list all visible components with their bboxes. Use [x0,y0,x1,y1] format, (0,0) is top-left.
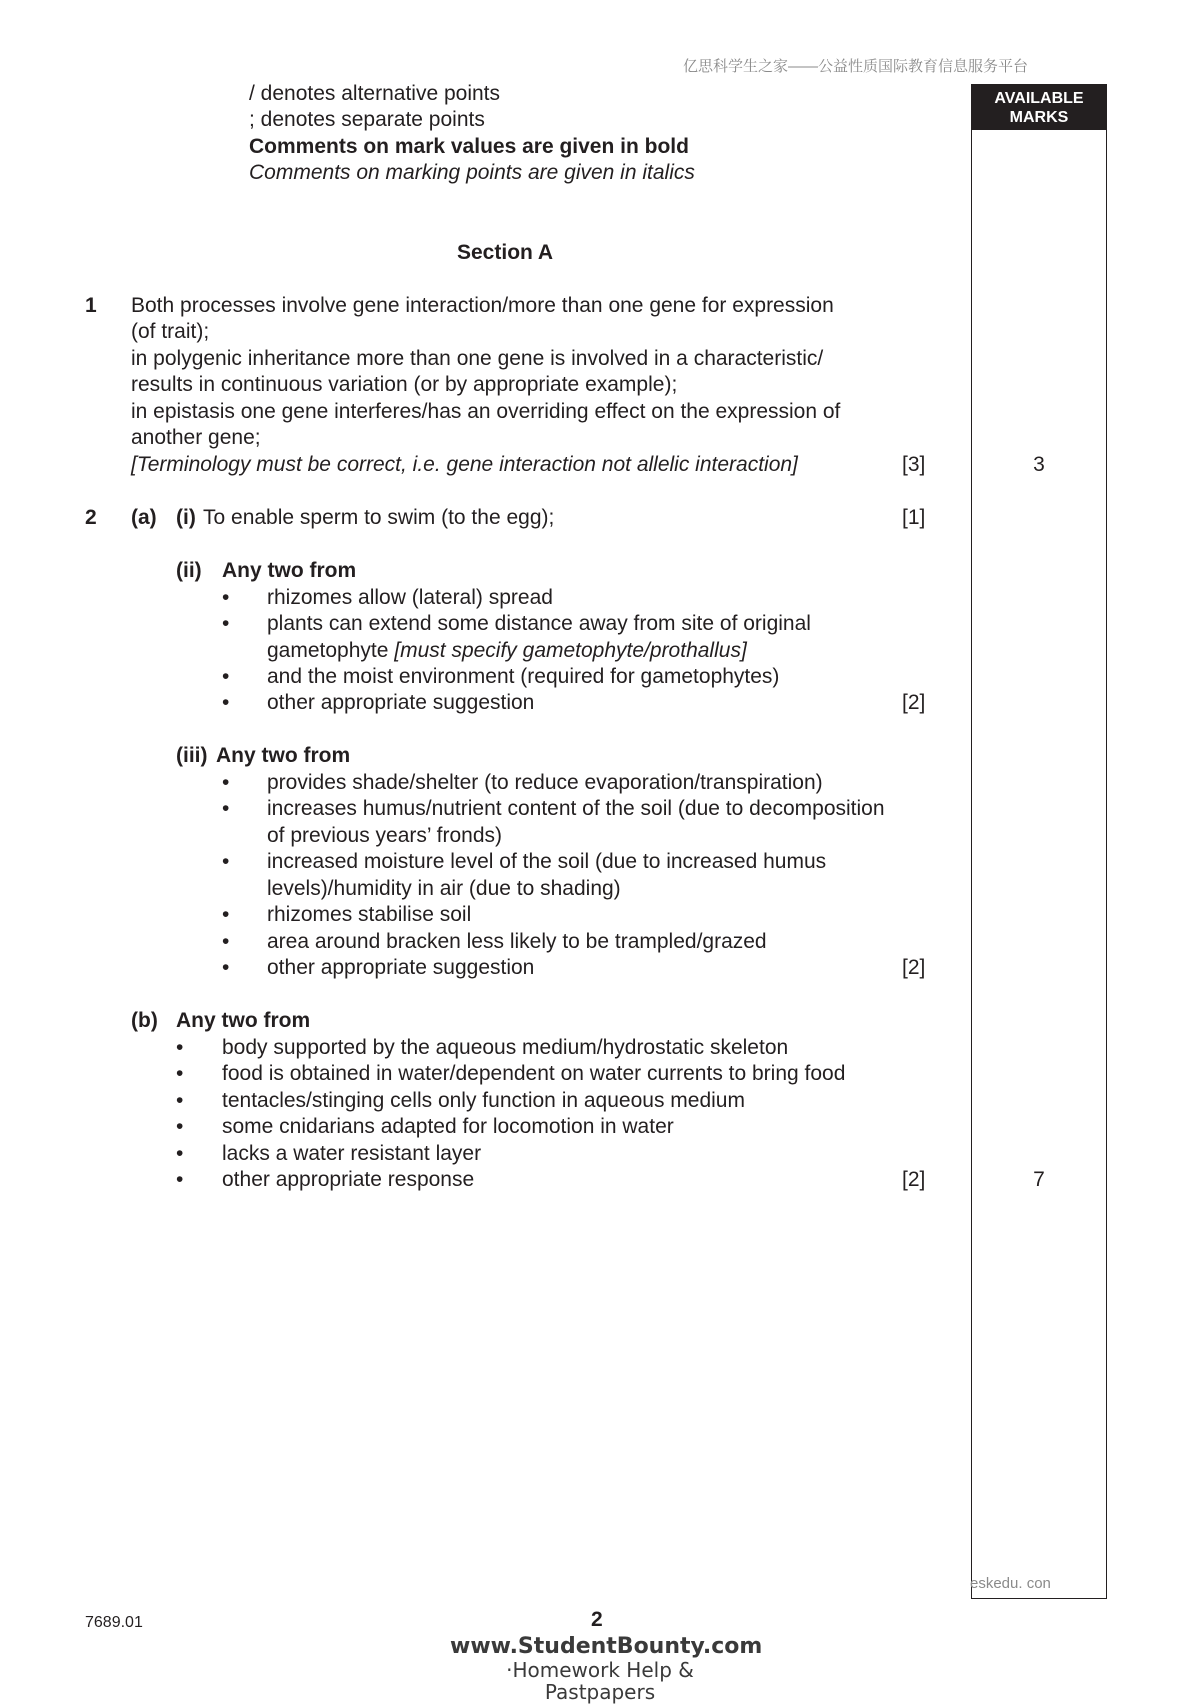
q2-a-label: (a) [131,506,157,529]
paper-code: 7689.01 [85,1614,143,1631]
key-separate: ; denotes separate points [249,108,485,131]
q2-a-ii-item: rhizomes allow (lateral) spread [267,586,553,609]
q2-a-iii-item: levels)/humidity in air (due to shading) [267,877,621,900]
page-number: 2 [591,1608,603,1631]
bullet: • [176,1089,184,1112]
q2-a-iii-item: other appropriate suggestion [267,956,535,979]
q2-a-ii-item-cont-text: gametophyte [267,639,389,662]
key-bold-note: Comments on mark values are given in bold [249,135,689,158]
bullet: • [176,1036,184,1059]
bullet: • [222,586,230,609]
section-title: Section A [457,241,554,264]
q2-a-ii-label: (ii) [176,559,202,582]
available-marks-column [971,84,1107,1599]
bullet: • [176,1115,184,1138]
q2-a-iii-item: increases humus/nutrient content of the soil (due to decomposition [267,797,885,820]
q2-a-ii-item-continuation [267,638,747,664]
header-watermark: 亿思科学生之家——公益性质国际教育信息服务平台 [683,58,1029,75]
q1-line: another gene; [131,426,261,449]
bullet: • [222,850,230,873]
q2-b-item: some cnidarians adapted for locomotion in water [222,1115,674,1138]
q2-a-iii-heading: Any two from [216,744,351,767]
available-marks-header: AVAILABLE MARKS [972,85,1106,130]
q2-b-item: food is obtained in water/dependent on water currents to bring food [222,1062,846,1085]
q2-number: 2 [85,506,97,529]
q2-b-mark: [2] [902,1168,926,1191]
q1-line: Both processes involve gene interaction/more than one gene for expression [131,294,834,317]
q2-b-item: tentacles/stinging cells only function in aqueous medium [222,1089,745,1112]
q1-line: in polygenic inheritance more than one gene is involved in a characteristic/ [131,347,824,370]
q1-mark: [3] [902,453,926,476]
q1-line: (of trait); [131,320,210,343]
q2-a-ii-heading: Any two from [222,559,357,582]
q1-line: results in continuous variation (or by appropriate example); [131,373,678,396]
q2-a-iii-item: rhizomes stabilise soil [267,903,472,926]
q2-a-i-mark: [1] [902,506,926,529]
q2-b-label: (b) [131,1009,158,1032]
bullet: • [222,612,230,635]
studentbounty-logo [450,1634,763,1704]
logo-line-2: ·Homework Help & Pastpapers [506,1658,694,1704]
key-italic-note: Comments on marking points are given in italics [249,161,695,184]
q2-a-iii-item: increased moisture level of the soil (due to increased humus [267,850,827,873]
bullet: • [222,691,230,714]
q1-total: 3 [1033,453,1045,476]
q2-a-ii-item-cont-note: [must specify gametophyte/prothallus] [394,639,747,662]
site-fragment: eskedu. con [970,1575,1051,1592]
q2-a-i-text: To enable sperm to swim (to the egg); [203,506,555,529]
bullet: • [222,771,230,794]
q2-a-iii-item: provides shade/shelter (to reduce evaporation/transpiration) [267,771,823,794]
q1-note: [Terminology must be correct, i.e. gene interaction not allelic interaction] [131,453,798,476]
q2-b-item: lacks a water resistant layer [222,1142,482,1165]
q2-total: 7 [1033,1168,1045,1191]
logo-line-1: www.StudentBounty.com [450,1634,763,1659]
q1-line: in epistasis one gene interferes/has an overriding effect on the expression of [131,400,841,423]
key-alternative: / denotes alternative points [249,82,500,105]
q2-a-ii-item: and the moist environment (required for gametophytes) [267,665,780,688]
q1-number: 1 [85,294,97,317]
q2-a-iii-item: area around bracken less likely to be trampled/grazed [267,930,767,953]
q2-a-iii-label: (iii) [176,744,208,767]
q2-a-ii-mark: [2] [902,691,926,714]
bullet: • [222,930,230,953]
bullet: • [176,1062,184,1085]
bullet: • [222,956,230,979]
bullet: • [222,903,230,926]
q2-a-ii-item: other appropriate suggestion [267,691,535,714]
q2-b-item: body supported by the aqueous medium/hydrostatic skeleton [222,1036,789,1059]
bullet: • [222,797,230,820]
q2-b-heading: Any two from [176,1009,311,1032]
q2-a-iii-item: of previous years’ fronds) [267,824,502,847]
q2-a-iii-mark: [2] [902,956,926,979]
bullet: • [222,665,230,688]
bullet: • [176,1142,184,1165]
q2-b-item: other appropriate response [222,1168,475,1191]
q2-a-ii-item: plants can extend some distance away from site of original [267,612,811,635]
bullet: • [176,1168,184,1191]
q2-a-i-label: (i) [176,506,196,529]
